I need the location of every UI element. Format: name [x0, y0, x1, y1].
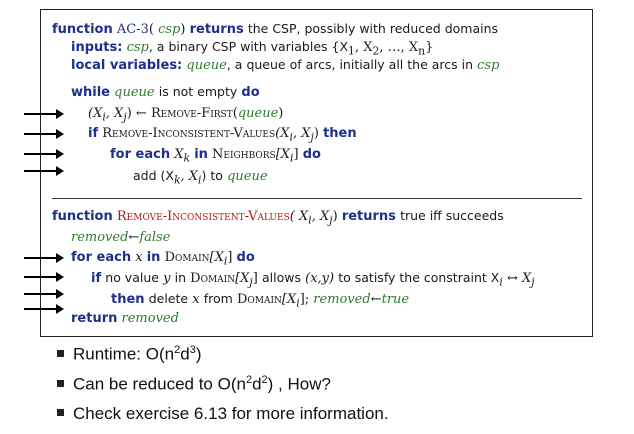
pointer-arrow-icon	[24, 165, 64, 177]
subscript: j	[310, 130, 314, 144]
add-text: ) to	[201, 168, 223, 183]
riv-foreach-line	[71, 250, 255, 270]
index: ];	[299, 292, 310, 307]
return-description: true iff succeeds	[400, 208, 504, 223]
keyword-return: return	[71, 311, 118, 326]
keyword-local-variables: local variables:	[71, 58, 183, 73]
paren: )	[180, 22, 186, 37]
index: ]	[293, 147, 299, 162]
index: [X	[235, 271, 250, 286]
function-name-ac3: AC-3	[116, 22, 149, 37]
var-csp: csp	[477, 58, 500, 73]
keyword-then: then	[323, 126, 357, 141]
subscript: i	[499, 275, 503, 289]
keyword-do: do	[302, 147, 321, 162]
superscript: 3	[189, 344, 196, 356]
pointer-arrow-icon	[24, 271, 64, 283]
pointer-arrow-icon	[24, 108, 64, 120]
function-call-domain: Domain	[236, 292, 282, 307]
inputs-text: , X	[354, 40, 373, 55]
var-queue: queue	[227, 169, 268, 184]
biconditional-arrow: ↔	[506, 271, 518, 286]
superscript: 2	[174, 344, 181, 356]
subscript: i	[223, 254, 228, 268]
riv-return-line	[71, 311, 179, 327]
keyword-in: in	[146, 250, 161, 265]
bullet-text: ) , How?	[267, 374, 331, 394]
while-text: is not empty	[158, 84, 238, 99]
function-call-remove-first: Remove-First	[150, 106, 233, 121]
pointer-arrow-icon	[24, 252, 64, 264]
var-pair: (x,y)	[305, 271, 335, 286]
pointer-arrow-icon	[24, 288, 64, 300]
inputs-text: , …, X	[379, 40, 419, 55]
function-call-domain: Domain	[190, 271, 236, 286]
if-text: in	[174, 270, 186, 285]
var-xk: X	[174, 147, 184, 162]
var-removed: removed	[71, 230, 129, 245]
bullet-text: Check exercise 6.13 for more information.	[73, 404, 389, 423]
ac3-if-line	[88, 126, 357, 146]
function-call-domain: Domain	[164, 250, 210, 265]
keyword-returns: returns	[189, 22, 244, 37]
index: ]	[227, 250, 233, 265]
var-queue: queue	[114, 85, 155, 100]
bullet-text: d	[252, 374, 262, 394]
subscript: 2	[372, 44, 380, 58]
keyword-in: in	[194, 147, 208, 162]
subscript: j	[329, 213, 333, 227]
args: , X	[311, 209, 330, 224]
subscript: i	[296, 296, 300, 310]
var-queue: queue	[237, 106, 279, 121]
if-text: to satisfy the constraint X	[338, 270, 500, 285]
bullet-text: )	[195, 344, 202, 364]
keyword-while: while	[71, 85, 110, 100]
inputs-text: }	[425, 40, 434, 55]
subscript: i	[308, 213, 312, 227]
keyword-function: function	[52, 22, 113, 37]
keyword-function: function	[52, 209, 113, 224]
locals-text: , a queue of arcs, initially all the arcs in	[226, 57, 474, 72]
add-text: add (X	[133, 168, 174, 183]
subscript: i	[289, 130, 293, 144]
section-divider	[52, 198, 582, 199]
bullet-icon	[57, 409, 64, 416]
subscript: i	[290, 151, 294, 165]
keyword-returns: returns	[341, 209, 396, 224]
args: , X	[292, 126, 311, 141]
bullet-text: Can be reduced to O(n	[73, 374, 246, 394]
subscript: j	[249, 275, 253, 289]
pointer-arrow-icon	[24, 303, 64, 315]
ac3-remove-first-line	[88, 106, 283, 126]
arc-xi: (X	[88, 106, 103, 121]
keyword-do: do	[236, 250, 255, 265]
var-removed: removed	[121, 311, 179, 326]
superscript: 2	[245, 374, 253, 386]
keyword-then: then	[111, 292, 145, 307]
index: [X	[281, 292, 297, 307]
value-false: false	[139, 230, 171, 245]
bullet-exercise	[57, 404, 389, 424]
bullet-icon	[57, 380, 64, 387]
var-x: x	[192, 292, 200, 307]
var-queue: queue	[186, 58, 227, 73]
paren: )	[278, 106, 284, 121]
subscript: n	[418, 44, 426, 58]
riv-then-line	[111, 291, 409, 312]
var-removed: removed	[313, 292, 371, 307]
subscript: i	[198, 173, 202, 187]
ac3-locals-line	[71, 57, 499, 74]
function-call-neighbors: Neighbors	[212, 147, 276, 162]
args: ( X	[289, 209, 309, 224]
add-text: , X	[180, 169, 199, 184]
var-csp: csp	[126, 40, 149, 55]
assign-arrow: ←	[128, 230, 140, 245]
args: (X	[275, 126, 290, 141]
ac3-add-line	[133, 168, 268, 189]
assign-arrow: ←	[135, 106, 147, 121]
superscript: 2	[261, 374, 268, 386]
paren: (	[232, 106, 238, 121]
param-csp: csp	[158, 22, 181, 37]
index: [X	[209, 250, 224, 265]
bullet-runtime	[57, 344, 201, 365]
then-text: from	[203, 291, 233, 306]
subscript: i	[102, 110, 106, 124]
subscript: k	[173, 173, 181, 187]
var-y: y	[163, 271, 171, 286]
index: [X	[275, 147, 291, 162]
ac3-while-line	[71, 84, 260, 101]
keyword-if: if	[88, 126, 99, 141]
riv-header-line	[52, 208, 504, 229]
then-text: delete	[148, 291, 189, 306]
riv-if-line	[91, 270, 535, 291]
arc-xj: , X	[105, 106, 124, 121]
subscript: k	[183, 151, 191, 165]
pointer-arrow-icon	[24, 148, 64, 160]
bullet-reduce	[57, 374, 331, 395]
paren: )	[126, 106, 132, 121]
subscript: 1	[348, 44, 355, 58]
riv-init-line	[71, 230, 170, 246]
bullet-text: d	[180, 344, 190, 364]
var-xj: X	[522, 271, 532, 286]
ac3-foreach-line	[110, 147, 321, 167]
value-true: true	[381, 292, 410, 307]
paren: )	[313, 126, 319, 141]
paren: )	[332, 209, 338, 224]
function-name-riv: Remove-Inconsistent-Values	[116, 209, 290, 224]
pointer-arrow-icon	[24, 128, 64, 140]
keyword-do: do	[241, 85, 260, 100]
ac3-header-line	[52, 21, 498, 38]
bullet-text: Runtime: O(n	[73, 344, 175, 364]
var-x: x	[135, 250, 143, 265]
assign-arrow: ←	[370, 292, 382, 307]
if-text: allows	[262, 270, 301, 285]
return-description: the CSP, possibly with reduced domains	[247, 21, 499, 36]
if-text: no value	[105, 270, 159, 285]
keyword-for-each: for each	[71, 250, 132, 265]
index: ]	[252, 271, 258, 286]
subscript: j	[123, 110, 127, 124]
paren: (	[148, 22, 154, 37]
function-call-riv: Remove-Inconsistent-Values	[102, 126, 276, 141]
bullet-icon	[57, 350, 64, 357]
keyword-inputs: inputs:	[71, 40, 123, 55]
inputs-text: , a binary CSP with variables {X	[148, 39, 349, 54]
subscript: j	[531, 275, 535, 289]
keyword-for-each: for each	[110, 147, 171, 162]
keyword-if: if	[91, 271, 102, 286]
